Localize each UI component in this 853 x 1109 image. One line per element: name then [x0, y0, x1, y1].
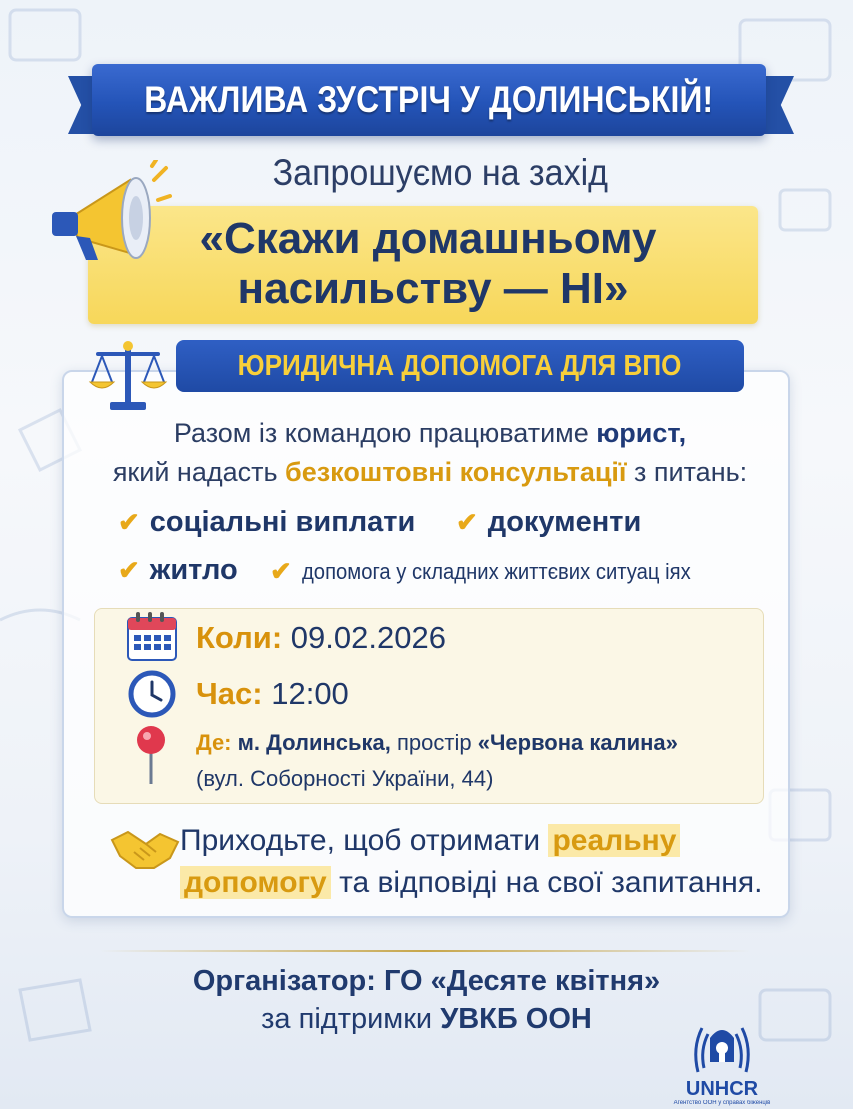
date-row [196, 620, 446, 656]
intro-line-1 [80, 418, 780, 449]
cta-highlight-help: допомогу [180, 866, 331, 899]
legal-help-tag [176, 340, 744, 392]
topic-label: житло [149, 554, 238, 586]
location-pin-icon [134, 724, 168, 786]
unhcr-logo [672, 1018, 772, 1109]
topic-label: допомога у складних життєвих ситуац іях [301, 558, 691, 584]
topic-label: документи [487, 506, 642, 538]
unhcr-name: UNHCR [685, 1078, 759, 1100]
intro-lawyer: юрист, [596, 418, 687, 448]
intro-free-consult: безкоштовні консультації [285, 457, 627, 487]
support-name: УВКБ ООН [440, 1003, 592, 1035]
place-space-prefix: простір [390, 730, 478, 755]
unhcr-subtitle: Агентство ООН у справах біженців [673, 1100, 771, 1106]
check-icon: ✔ [456, 507, 478, 537]
intro-text-c: з питань: [626, 457, 748, 487]
header-banner [78, 58, 780, 146]
date-value: 09.02.2026 [290, 620, 446, 655]
calendar-icon [126, 612, 178, 662]
event-title-line-2: насильству — НІ» [237, 264, 629, 313]
handshake-icon [110, 822, 180, 874]
topic-item [456, 506, 641, 539]
topic-item [270, 556, 724, 587]
legal-help-title: ЮРИДИЧНА ДОПОМОГА ДЛЯ ВПО [238, 349, 682, 382]
cta-line-1 [180, 824, 740, 858]
divider [100, 950, 750, 952]
topic-item [118, 554, 238, 587]
scales-icon [88, 338, 168, 414]
place-space: «Червона калина» [477, 730, 678, 755]
date-label: Коли: [196, 620, 283, 655]
check-icon: ✔ [270, 556, 292, 586]
time-row [196, 676, 349, 712]
cta-highlight-real: реальну [548, 824, 680, 857]
place-city: м. Долинська, [237, 730, 391, 755]
address-row: (вул. Соборності України, 44) [196, 766, 494, 791]
banner-title: ВАЖЛИВА ЗУСТРІЧ У ДОЛИНСЬКІЙ! [144, 79, 714, 120]
cta-text-b: та відповіді на свої запитання. [330, 866, 763, 899]
intro-line-2 [80, 457, 780, 488]
check-icon: ✔ [118, 555, 140, 585]
clock-icon [128, 670, 176, 718]
check-icon: ✔ [118, 507, 140, 537]
invite-line: Запрошуємо на захід [272, 152, 609, 193]
cta-line-2 [180, 866, 763, 900]
cta-text-a: Приходьте, щоб отримати [180, 824, 549, 857]
time-label: Час: [196, 676, 263, 711]
time-value: 12:00 [271, 676, 349, 711]
organizer-name: ГО «Десяте квітня» [375, 965, 661, 997]
place-label: Де: [196, 730, 232, 755]
topic-item [118, 506, 415, 539]
intro-text-b: який надасть [112, 457, 286, 487]
megaphone-icon [42, 160, 172, 270]
topic-label: соціальні виплати [149, 506, 416, 538]
unhcr-emblem-icon [690, 1018, 754, 1076]
banner-main [92, 64, 766, 136]
organizer-label: Організатор: [192, 965, 376, 997]
event-title-line-1: «Скажи домашньому [199, 214, 657, 263]
intro-text-a: Разом із командою працюватиме [173, 418, 597, 448]
support-label: за підтримки [261, 1003, 441, 1035]
place-row [196, 730, 678, 756]
organizer-line [0, 965, 853, 998]
